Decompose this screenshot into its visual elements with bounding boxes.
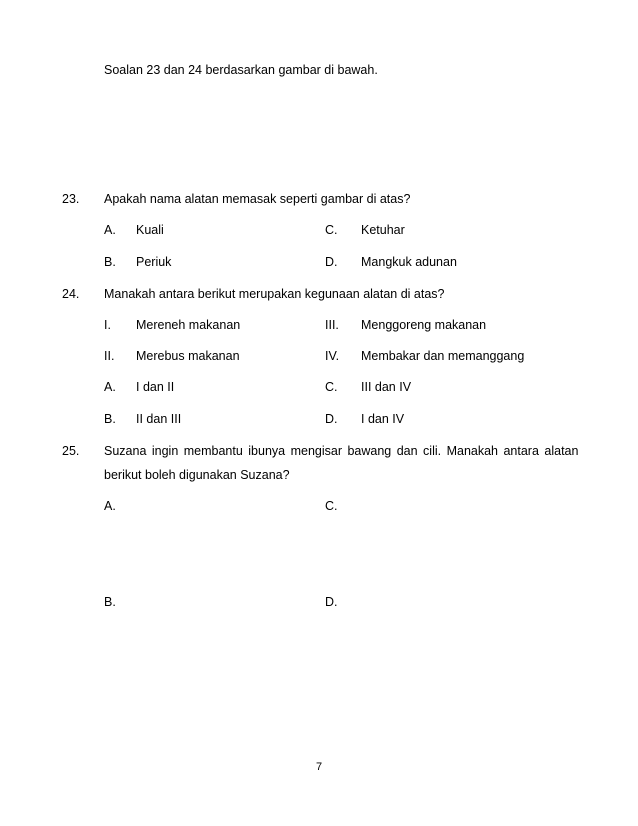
q24-statement-iv-text: Membakar dan memanggang [361,349,525,363]
q24-option-a-label: A. [104,380,116,394]
q23-option-a-text: Kuali [136,223,164,237]
q23-option-b-text: Periuk [136,255,172,269]
question-25-text-line2: berikut boleh digunakan Suzana? [104,468,290,482]
question-24-text: Manakah antara berikut merupakan kegunaan alatan di atas? [104,287,445,301]
question-25-text-line1: Suzana ingin membantu ibunya mengisar bawang dan cili. Manakah antara alatan [104,444,579,458]
q24-statement-ii-label: II. [104,349,115,363]
q25-option-b-label: B. [104,595,116,609]
q24-statement-i-label: I. [104,318,111,332]
q24-option-a-text: I dan II [136,380,175,394]
question-23-number: 23. [62,192,80,206]
q24-option-d-label: D. [325,412,338,426]
q24-statement-ii-text: Merebus makanan [136,349,240,363]
q24-option-d-text: I dan IV [361,412,405,426]
q25-option-d-label: D. [325,595,338,609]
q24-option-b-text: II dan III [136,412,182,426]
intro-text: Soalan 23 dan 24 berdasarkan gambar di bawah. [104,63,378,77]
q23-option-c-label: C. [325,223,338,237]
q23-option-a-label: A. [104,223,116,237]
q24-option-c-label: C. [325,380,338,394]
q24-statement-iii-text: Menggoreng makanan [361,318,487,332]
q23-option-d-text: Mangkuk adunan [361,255,457,269]
q25-option-a-label: A. [104,499,116,513]
page-number: 7 [315,761,323,773]
question-25-number: 25. [62,444,80,458]
question-23-text: Apakah nama alatan memasak seperti gambar di atas? [104,192,411,206]
q24-statement-iv-label: IV. [325,349,340,363]
q25-option-c-label: C. [325,499,338,513]
q23-option-d-label: D. [325,255,338,269]
q24-statement-i-text: Mereneh makanan [136,318,241,332]
q23-option-c-text: Ketuhar [361,223,405,237]
q24-statement-iii-label: III. [325,318,339,332]
q23-option-b-label: B. [104,255,116,269]
question-24-number: 24. [62,287,80,301]
q24-option-c-text: III dan IV [361,380,412,394]
q24-option-b-label: B. [104,412,116,426]
